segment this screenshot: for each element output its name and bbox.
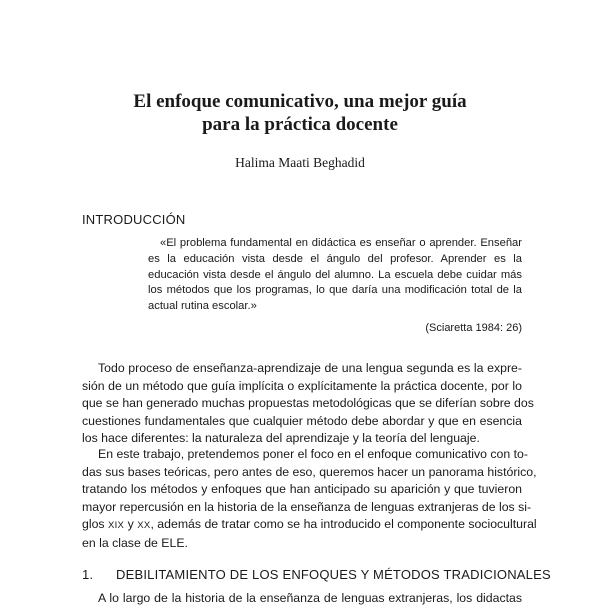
- paper-title: [0, 90, 600, 136]
- epigraph-quote: «El problema fundamental en didáctica es enseñar o aprender. Enseñar es la educación vista desde el ángulo del profesor. Aprender es la educación vista desde el ángulo del alumno. La escuela debe cuidar más los métodos que los programas, lo que daría una modificación total de la actual rutina escolar.»: [148, 237, 522, 313]
- section-1-heading: [82, 567, 551, 582]
- paragraph-line: das sus bases teóricas, pero antes de eso, queremos hacer un panorama histórico,: [82, 464, 537, 479]
- epigraph-citation: (Sciaretta 1984: 26): [425, 322, 522, 334]
- line-text: y: [124, 517, 138, 531]
- century-numeral: XIX: [107, 520, 125, 531]
- paragraph-line: tratando los métodos y enfoques que han anticipado su aparición y que tuvieron: [82, 482, 522, 496]
- paragraph-line: en la clase de ELE.: [82, 535, 188, 550]
- section-title: DEBILITAMIENTO DE LOS ENFOQUES Y MÉTODOS TRADICIONALES: [116, 567, 551, 582]
- century-numeral: XX: [137, 520, 151, 531]
- paragraph-line: [82, 516, 537, 535]
- paragraph-line: cuestiones fundamentales que cualquier método debe abordar y que en esencia: [82, 413, 522, 428]
- title-line-2: para la práctica docente: [202, 114, 398, 135]
- paragraph-line: sión de un método que guía implícita o explícitamente la práctica docente, por lo: [82, 378, 522, 393]
- paragraph-line: mayor repercusión en la historia de la enseñanza de lenguas extranjeras de los si-: [82, 499, 532, 514]
- paragraph-1: [82, 360, 534, 448]
- paragraph-line: A lo largo de la historia de la enseñanza de lenguas extranjeras, los didactas: [98, 591, 522, 605]
- line-text: , además de tratar como se ha introducido el componente sociocultural: [150, 517, 537, 531]
- title-line-1: El enfoque comunicativo, una mejor guía: [133, 91, 467, 112]
- intro-heading: INTRODUCCIÓN: [82, 212, 186, 227]
- paragraph-3: [82, 590, 522, 608]
- author-name: Halima Maati Beghadid: [235, 155, 365, 170]
- section-number: 1.: [82, 567, 94, 582]
- paragraph-line: los hace diferentes: la naturaleza del aprendizaje y la teoría del lenguaje.: [82, 431, 480, 445]
- paragraph-2: [82, 446, 537, 552]
- paragraph-line: Todo proceso de enseñanza-aprendizaje de una lengua segunda es la expre-: [98, 361, 522, 375]
- paragraph-line: que se han generado muchas propuestas metodológicas que se diferían sobre dos: [82, 396, 534, 410]
- line-text: glos: [82, 517, 108, 531]
- paragraph-line: En este trabajo, pretendemos poner el foco en el enfoque comunicativo con to-: [98, 447, 528, 461]
